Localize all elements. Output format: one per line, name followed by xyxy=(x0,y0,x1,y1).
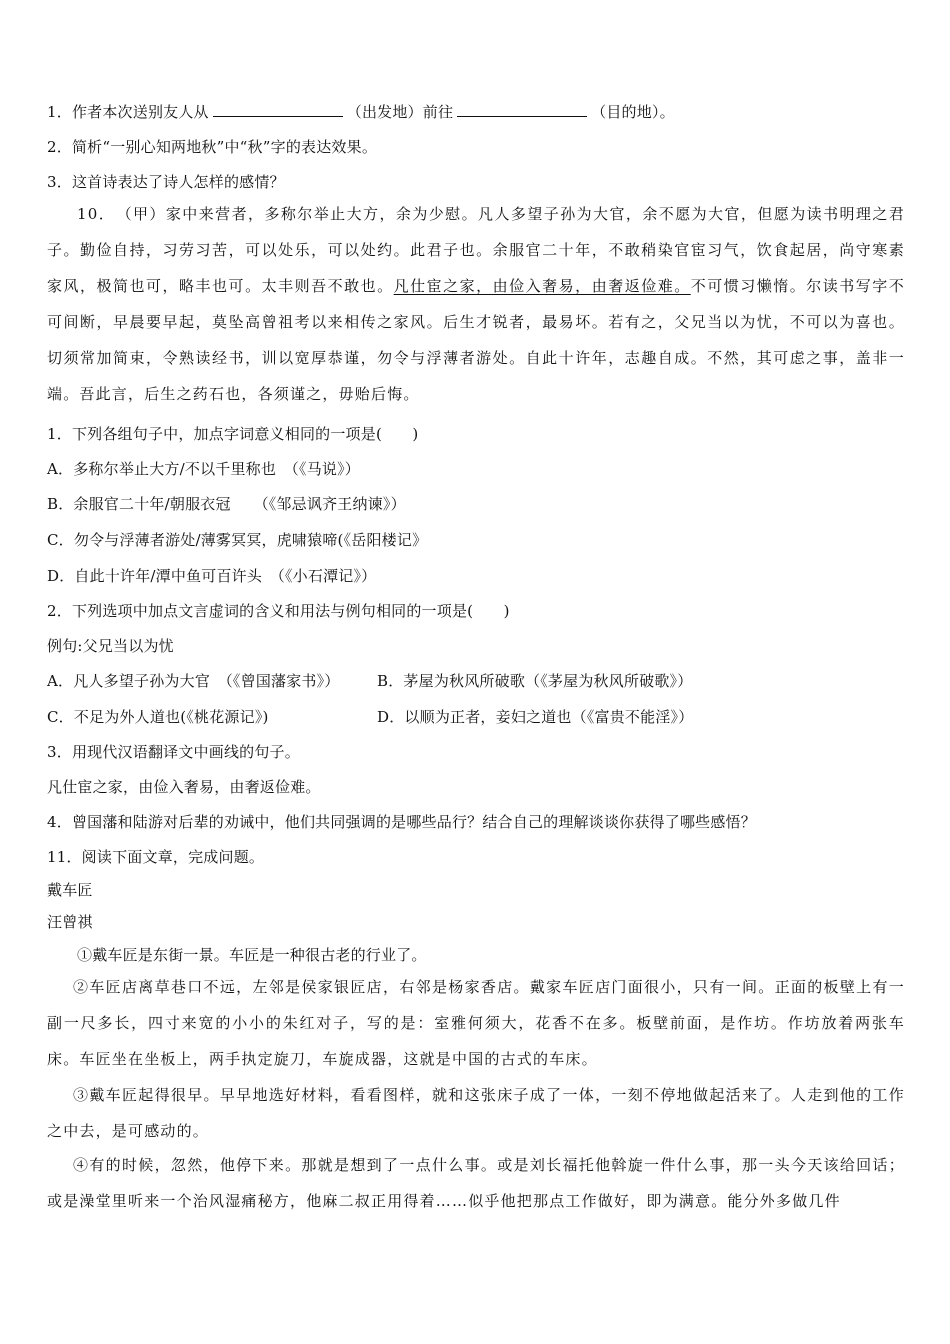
q10-sub1: 1．下列各组句子中，加点字词意义相同的一项是( ) xyxy=(47,425,419,443)
q10-sub2-option-c: C．不足为外人道也(《桃花源记》) xyxy=(47,708,269,726)
q10-sub1-option-c: C．勿令与浮薄者游处/薄雾冥冥，虎啸猿啼(《岳阳楼记》 xyxy=(47,531,428,549)
q10-sub2-option-d: D．以顺为正者，妾妇之道也（《富贵不能淫》） xyxy=(377,708,694,726)
q10-sub2-option-b: B．茅屋为秋风所破歌（《茅屋为秋风所破歌》） xyxy=(377,672,693,690)
q10-sub2: 2．下列选项中加点文言虚词的含义和用法与例句相同的一项是( ) xyxy=(47,602,510,620)
q11-article-author: 汪曾祺 xyxy=(47,913,93,931)
answer-blank-destination[interactable] xyxy=(457,102,587,117)
answer-blank-departure[interactable] xyxy=(213,102,343,117)
q11-paragraph-4: ④有的时候，忽然，他停下来。那就是想到了一点什么事。或是刘长福托他斡旋一件什么事，那一头今天该给回话；或是澡堂里听来一个治风湿痛秘方，他麻二叔正用得着……似乎他把那点工作做好，即为满意。能分外多做几件 xyxy=(47,1156,905,1210)
q10-sub1-option-d: D．自此十许年/潭中鱼可百许头 （《小石潭记》） xyxy=(47,567,377,585)
q9-item-1-text-a: 1．作者本次送别友人从 xyxy=(47,103,209,121)
q9-item-1-text-c: （目的地）。 xyxy=(591,103,675,121)
q9-item-1-text-b: （出发地）前往 xyxy=(346,103,454,121)
q10-sub3: 3．用现代汉语翻译文中画线的句子。 xyxy=(47,743,300,761)
q9-item-3: 3．这首诗表达了诗人怎样的感情？ xyxy=(47,173,285,191)
q11-paragraph-3: ③戴车匠起得很早。早早地选好材料，看看图样，就和这张床子成了一体，一刻不停地做起活来了。人走到他的工作之中去，是可感动的。 xyxy=(47,1086,905,1140)
q10-sub2-option-a: A．凡人多望子孙为大官 （《曾国藩家书》） xyxy=(47,672,340,690)
q10-passage-underlined: 凡仕宦之家，由俭入奢易，由奢返俭难。 xyxy=(393,277,691,295)
q9-item-1 xyxy=(47,101,675,123)
q9-item-2: 2．简析“一别心知两地秋”中“秋”字的表达效果。 xyxy=(47,138,378,156)
q10-sub4: 4．曾国藩和陆游对后辈的劝诫中，他们共同强调的是哪些品行？结合自己的理解谈谈你获得了哪些感悟？ xyxy=(47,813,756,831)
q11-paragraph-2: ②车匠店离草巷口不远，左邻是侯家银匠店，右邻是杨家香店。戴家车匠店门面很小，只有一间。正面的板壁上有一副一尺多长，四寸来宽的小小的朱红对子，写的是：室雅何须大，花香不在多。板壁前面，是作坊。作坊放着两张车床。车匠坐在坐板上，两手执定旋刀，车旋成器，这就是中国的古式的车床。 xyxy=(47,978,905,1068)
q10-sub1-option-b: B．余服官二十年/朝服衣冠 （《邹忌讽齐王纳谏》） xyxy=(47,495,406,513)
q11-article-title: 戴车匠 xyxy=(47,881,93,899)
q10-sub3-sentence: 凡仕宦之家，由俭入奢易，由奢返俭难。 xyxy=(47,778,321,796)
q10-passage-post: 不可惯习懒惰。尔读书写字不可间断，早晨要早起，莫坠高曾祖考以来相传之家风。后生才锐者，最易坏。若有之，父兄当以为忧，不可以为喜也。切须常加简束，令熟读经书，训以宽厚恭谨，勿令与浮薄者游处。自此十许年，志趣自成。不然，其可虑之事，盖非一端。吾此言，后生之药石也，各须谨之，毋贻后悔。 xyxy=(47,277,906,403)
q10-sub2-example: 例句:父兄当以为忧 xyxy=(47,637,174,655)
q10-sub1-option-a: A．多称尔举止大方/不以千里称也 （《马说》） xyxy=(47,460,360,478)
q11-paragraph-1: ①戴车匠是东街一景。车匠是一种很古老的行业了。 xyxy=(77,946,427,964)
q11-intro: 11．阅读下面文章，完成问题。 xyxy=(47,848,265,866)
q10-passage-pre: 10． （甲）家中来营者，多称尔举止大方，余为少慰。凡人多望子孙为大官，余不愿为大官，但愿为读书明理之君子。勤俭自持，习劳习苦，可以处乐，可以处约。此君子也。余服官二十年，不敢稍染官宦习气，饮食起居，尚守寒素家风，极简也可，略丰也可。太丰则吾不敢也。 xyxy=(47,205,905,295)
q10-passage xyxy=(47,196,905,412)
